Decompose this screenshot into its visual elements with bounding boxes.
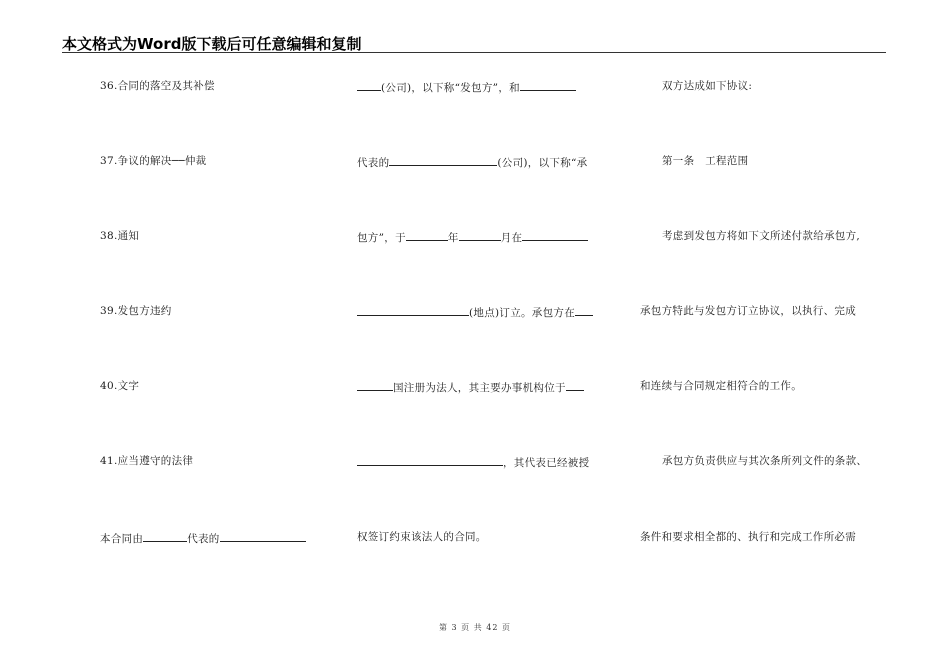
article-one-para-3: 和连续与合同规定相符合的工作。 <box>640 380 802 392</box>
text-fragment: 本合同由 <box>100 533 144 545</box>
middle-line-3 <box>357 229 588 245</box>
middle-line-6 <box>357 454 589 470</box>
text-fragment: (公司)，以下称“发包方”，和 <box>381 82 520 94</box>
middle-line-7 <box>357 530 487 544</box>
blank-field <box>520 79 576 91</box>
clause-39: 39.发包方违约 <box>100 305 172 317</box>
text-fragment: (地点)订立。承包方在 <box>469 307 575 319</box>
middle-line-4 <box>357 304 593 320</box>
contract-party-line <box>100 530 306 546</box>
page-number-footer: 第 3 页 共 42 页 <box>439 623 511 632</box>
blank-field <box>357 454 503 466</box>
blank-field <box>389 154 497 166</box>
middle-line-5 <box>357 379 584 395</box>
blank-field <box>143 530 187 542</box>
text-fragment: 月在 <box>500 232 523 244</box>
clause-36: 36.合同的落空及其补偿 <box>100 80 215 92</box>
text-fragment: 国注册为法人，其主要办事机构位于 <box>393 382 566 394</box>
middle-line-1 <box>357 79 576 95</box>
article-one-para-5: 条件和要求相全都的、执行和完成工作所必需 <box>640 531 856 543</box>
clause-37: 37.争议的解决──仲裁 <box>100 155 207 167</box>
document-header-title: 本文格式为Word版下载后可任意编辑和复制 <box>62 35 362 53</box>
blank-field <box>566 379 584 391</box>
text-fragment: 年 <box>447 232 459 244</box>
header-divider <box>62 52 886 53</box>
blank-field <box>406 229 448 241</box>
text-fragment: 代表的 <box>357 157 390 169</box>
blank-field <box>220 530 306 542</box>
text-fragment: (公司)，以下称“承 <box>497 157 588 169</box>
blank-field <box>357 379 393 391</box>
clause-40: 40.文字 <box>100 380 140 392</box>
middle-line-2 <box>357 154 587 170</box>
article-one-para-4: 承包方负责供应与其次条所列文件的条款、 <box>662 455 868 467</box>
text-fragment: 权签订约束该法人的合同。 <box>357 531 487 543</box>
agreement-intro: 双方达成如下协议: <box>662 80 753 92</box>
blank-field <box>357 304 469 316</box>
blank-field <box>575 304 593 316</box>
clause-41: 41.应当遵守的法律 <box>100 455 194 467</box>
text-fragment: 包方”，于 <box>357 232 406 244</box>
text-fragment: ，其代表已经被授 <box>503 457 590 469</box>
article-one-para-2: 承包方特此与发包方订立协议，以执行、完成 <box>640 305 856 317</box>
article-one-para-1: 考虑到发包方将如下文所述付款给承包方, <box>662 230 861 242</box>
blank-field <box>522 229 588 241</box>
blank-field <box>459 229 501 241</box>
blank-field <box>357 79 381 91</box>
text-fragment: 代表的 <box>187 533 220 545</box>
clause-38: 38.通知 <box>100 230 140 242</box>
article-one-heading: 第一条 工程范围 <box>662 155 749 167</box>
